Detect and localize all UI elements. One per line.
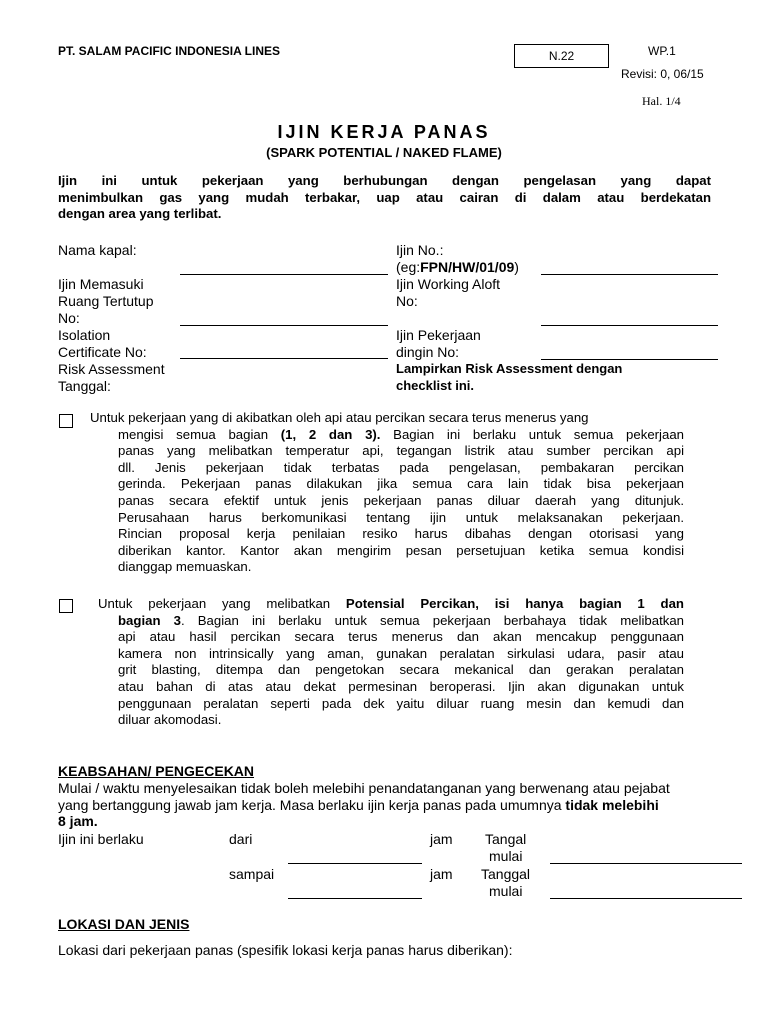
label-dingin-no: dingin No: [396,344,460,360]
example-prefix: (eg: [396,259,421,275]
option1-text: mengisi semua bagian [118,426,281,442]
label-tanggal: Tanggal [481,866,531,882]
label-ijin-no: Ijin No.: [396,242,444,258]
field-tanggal-dari[interactable] [550,863,742,864]
page-number: Hal. 1/4 [642,94,681,108]
option2-paragraph [118,613,684,729]
label-ijin-berlaku: Ijin ini berlaku [58,831,144,847]
label-isolation: Isolation [58,327,111,343]
option2-line: diluar akomodasi. [118,712,222,728]
keabsahan-hours: 8 jam. [58,813,98,829]
option1-line [118,427,684,444]
option2-first-line [98,596,684,613]
checkbox-spark-potential[interactable] [59,599,73,613]
attach-note-line2: checklist ini. [396,378,475,393]
label-tanggal: Tanggal: [58,378,111,394]
label-sampai: sampai [229,866,275,882]
company-name: PT. SALAM PACIFIC INDONESIA LINES [58,44,281,58]
form-code: WP.1 [648,44,676,58]
attach-note-line1: Lampirkan Risk Assessment dengan [396,361,623,376]
field-ijin-no[interactable] [541,274,718,275]
document-number-box [514,44,609,68]
keabsahan-limit: tidak melebihi [565,797,659,813]
label-mulai: mulai [489,883,523,899]
label-nama-kapal: Nama kapal: [58,242,137,258]
keabsahan-line: Mulai / waktu menyelesaikan tidak boleh melebihi penandatanganan yang berwenang atau pejabat [58,780,670,796]
example-code: FPN/HW/01/09 [420,259,515,275]
option1-line: Untuk pekerjaan yang di akibatkan oleh api atau percikan secara terus menerus yang [90,410,589,425]
keabsahan-text: yang bertanggung jawab jam kerja. Masa berlaku ijin kerja panas pada umumnya [58,797,566,813]
label-ijin-memasuki: Ijin Memasuki [58,276,144,292]
option1-line: dianggap memuaskan. [118,559,252,575]
option1-sections: (1, 2 dan 3). [280,426,381,442]
option1-line: dll. Jenis pekerjaan tidak terbatas pada pengelasan, pembakaran percikan [118,459,684,475]
option1-text: Bagian ini berlaku untuk semua pekerjaan [380,426,684,442]
option2-line: penggunaan peralatan seperti pada dek yaitu diluar ruang mesin dan kemudi dan [118,695,684,711]
option1-line: Perusahaan harus berkomunikasi tentang ijin untuk melaksanakan pekerjaan. [118,509,684,525]
option2-line: atau bahan di atas atau dekat permesinan beroperasi. Ijin akan digunakan untuk [118,678,684,694]
label-pekerjaan-dingin: Ijin Pekerjaan [396,327,481,343]
label-working-aloft-no: No: [396,293,418,309]
intro-line: Ijin ini untuk pekerjaan yang berhubungan dengan pengelasan yang dapat [58,173,711,188]
label-mulai: mulai [489,848,523,864]
label-dari: dari [229,831,253,847]
option1-line: Rincian proposal kerja penilaian resiko harus dibahas dengan otorisasi yang [118,526,684,542]
page-subtitle: (SPARK POTENTIAL / NAKED FLAME) [266,145,502,160]
field-dari-jam[interactable] [288,863,422,864]
option1-line: panas secara efektif untuk jenis pekerjaan panas diluar daerah yang ditunjuk. [118,492,684,508]
field-isolation-certificate[interactable] [180,358,388,359]
revision: Revisi: 0, 06/15 [621,67,704,81]
label-certificate-no: Certificate No: [58,344,147,360]
field-sampai-jam[interactable] [288,898,422,899]
option1-first-line [90,410,684,427]
field-ijin-memasuki[interactable] [180,325,388,326]
option1-line: panas yang melibatkan temperatur api, tegangan listrik atau sumber percikan api [118,443,684,459]
example-suffix: ) [514,259,519,275]
field-nama-kapal[interactable] [180,274,388,275]
option2-text: Untuk pekerjaan yang melibatkan [98,596,346,611]
intro-line: dengan area yang terlibat. [58,206,222,222]
field-working-aloft[interactable] [541,325,718,326]
label-jam-sampai: jam [430,866,453,882]
checkbox-full-hot-work[interactable] [59,414,73,428]
option2-line [98,596,684,613]
field-pekerjaan-dingin[interactable] [541,359,718,360]
option2-text: . Bagian ini berlaku untuk semua pekerjaan berbahaya tidak melibatkan [180,612,684,628]
option2-bold: Potensial Percikan, isi hanya bagian 1 dan [345,596,684,611]
option1-paragraph [118,427,684,576]
option2-bold: bagian 3 [118,612,181,628]
option2-line: api atau hasil percikan secara terus menerus dan akan mencakup penggunaan [118,629,684,645]
label-working-aloft: Ijin Working Aloft [396,276,501,292]
keabsahan-line [58,797,659,813]
intro-line: menimbulkan gas yang mudah terbakar, uap atau cairan di dalam atau berdekatan [58,189,711,205]
document-number: N.22 [548,49,575,63]
label-ruang-no: No: [58,310,80,326]
option2-line: kamera non intrinsically yang aman, gunakan peralatan sirkulasi udara, pasir atau [118,645,684,661]
option1-line: gerinda. Pekerjaan panas dilakukan jika semua cara lain tidak bisa pekerjaan [118,476,684,492]
page-title: IJIN KERJA PANAS [277,122,491,142]
option2-line [118,613,684,630]
label-ruang-tertutup: Ruang Tertutup [58,293,154,309]
option2-line: grit blasting, ditempa dan pengetokan secara mekanical dan gerakan peralatan [118,662,684,678]
option1-line: diberikan kantor. Kantor akan mengirim pesan persetujuan ketika semua kondisi [118,542,684,558]
ijin-no-example [396,259,519,275]
field-tanggal-sampai[interactable] [550,898,742,899]
section-keabsahan-heading: KEABSAHAN/ PENGECEKAN [58,763,255,779]
section-lokasi-heading: LOKASI DAN JENIS [58,916,190,932]
label-risk-assessment: Risk Assessment [58,361,165,377]
intro-paragraph [58,173,711,223]
lokasi-line: Lokasi dari pekerjaan panas (spesifik lokasi kerja panas harus diberikan): [58,942,513,958]
label-jam-dari: jam [430,831,453,847]
label-tangal: Tangal [485,831,527,847]
